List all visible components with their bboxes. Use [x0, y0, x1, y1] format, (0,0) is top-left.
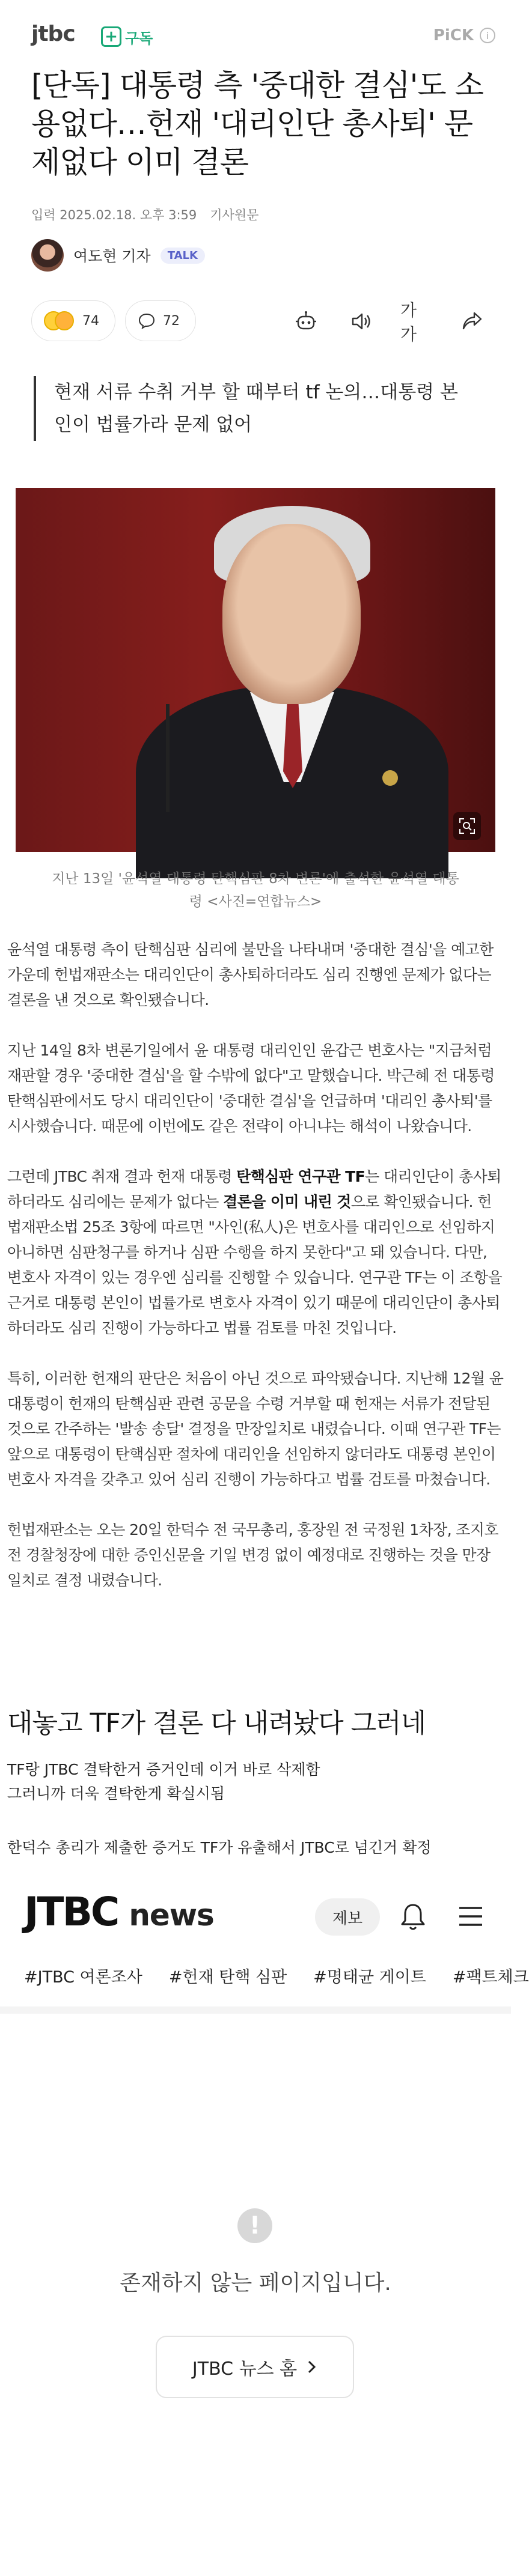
logo-jtbc: JTBC — [24, 1889, 118, 1935]
zoom-icon — [458, 817, 476, 835]
user-comment-line: TF랑 JTBC 결탁한거 증거인데 이거 바로 삭제함 — [7, 1761, 320, 1778]
logo-news: news — [129, 1898, 214, 1933]
font-size-button[interactable] — [400, 300, 433, 344]
article-paragraph: 헌법재판소는 오는 20일 한덕수 전 국무총리, 홍장원 전 국정원 1차장, 조지호 전 경찰청장에 대한 증인신문을 기일 변경 없이 예정대로 진행하는 것을 만장일치로 결정 내렸습니다. — [7, 1521, 499, 1589]
bell-icon — [399, 1902, 427, 1932]
user-comment-line: 그러니까 더욱 결탁한게 확실시됨 — [7, 1785, 225, 1802]
avatar[interactable] — [31, 239, 64, 272]
chevron-right-icon — [305, 2359, 317, 2375]
error-icon: ! — [237, 2208, 272, 2243]
article-header — [0, 0, 511, 76]
subscribe-label: 구독 — [125, 29, 153, 47]
user-comment-line: 한덕수 총리가 제출한 증거도 TF가 유출해서 JTBC로 넘긴거 확정 — [7, 1839, 432, 1856]
photo-caption: 지난 13일 '윤석열 대통령 탄핵심판 8차 변론'에 출석한 윤석열 대통령 <사진=연합뉴스> — [52, 871, 459, 910]
font-size-label: 가가 — [400, 300, 417, 344]
ai-robot-icon — [294, 309, 318, 333]
zoom-button[interactable] — [453, 812, 481, 840]
reaction-emoji-icon — [44, 309, 75, 333]
author-row — [31, 239, 205, 272]
article-paragraph: 그런데 JTBC 취재 결과 헌재 대통령 탄핵심판 연구관 TF는 대리인단이 총사퇴하더라도 심리에는 문제가 없다는 결론을 이미 내린 것으로 확인됐습니다. 헌법재판소법 25조 3항에 따르면 "사인(私人)은 변호사를 대리인으로 선임하지 아니하면 심판청구를 하거나 심판 수행을 하지 못한다"고 돼 있습니다. 다만, 변호사 자격이 있는 경우엔 심리를 진행할 수 있습니다. 연구관 TF는 이 조항을 근거로 대통령 본인이 법률가로 변호사 자격이 있기 때문에 대리인단이 총사퇴하더라도 심리 진행이 가능하다고 법률 검토를 마친 것입니다. — [7, 1168, 503, 1337]
pick-badge[interactable] — [433, 26, 495, 44]
jtbc-logo[interactable]: jtbc — [31, 22, 75, 46]
speaker-icon — [349, 309, 373, 333]
article-paragraph: 지난 14일 8차 변론기일에서 윤 대통령 대리인인 윤갑근 변호사는 "지금처럼 재판할 경우 '중대한 결심'을 할 수밖에 없다"고 말했습니다. 박근혜 전 대통령 탄핵심판에서도 당시 대리인단이 '중대한 결심'을 언급하며 '대리인 총사퇴'를 시사했습니다. 때문에 이번에도 같은 전략이 아니냐는 해석이 나왔습니다. — [7, 1042, 495, 1135]
pick-label: PiCK — [433, 26, 474, 44]
article-paragraph: 특히, 이러한 헌재의 판단은 처음이 아닌 것으로 파악됐습니다. 지난해 12월 윤 대통령이 헌재의 탄핵심판 관련 공문을 수령 거부할 때 헌재는 서류가 전달된 것으로 간주하는 '발송 송달' 결정을 만장일치로 내렸습니다. 이때 연구관 TF는 앞으로 대통령이 탄핵심판 절차에 대리인을 선임하지 않더라도 대통령 본인이 변호사 자격을 갖추고 있어 심리 진행이 가능하다고 법률 검토를 마쳤습니다. — [7, 1370, 504, 1488]
article-title: [단독] 대통령 측 '중대한 결심'도 소용없다…헌재 '대리인단 총사퇴' 문제없다 이미 결론 — [31, 68, 483, 180]
original-link[interactable]: 기사원문 — [210, 208, 259, 222]
comment-count: 72 — [163, 313, 180, 329]
menu-button[interactable] — [457, 1904, 485, 1931]
jtbc-news-logo[interactable] — [24, 1889, 214, 1935]
share-button[interactable] — [456, 305, 488, 338]
home-button-label: JTBC 뉴스 홈 — [192, 2359, 298, 2380]
bold-phrase: 결론을 이미 내린 것 — [223, 1193, 351, 1211]
article-tools — [290, 300, 488, 344]
ai-summary-button[interactable] — [290, 305, 322, 338]
reaction-button[interactable] — [31, 300, 115, 341]
hashtag-link[interactable]: #헌재 탄핵 심판 — [168, 1967, 287, 1987]
tts-button[interactable] — [345, 305, 378, 338]
hashtag-link[interactable]: #팩트체크 — [452, 1967, 529, 1987]
article-body — [7, 937, 504, 1618]
comment-button[interactable] — [125, 300, 196, 341]
comment-icon — [138, 312, 156, 330]
subscribe-button[interactable] — [101, 25, 153, 48]
reaction-bar — [31, 297, 488, 345]
hashtag-link[interactable]: #JTBC 여론조사 — [24, 1967, 142, 1987]
info-icon[interactable]: i — [480, 28, 495, 43]
plus-icon: + — [101, 26, 121, 47]
hashtag-link[interactable]: #명태균 게이트 — [313, 1967, 426, 1987]
news-home-button[interactable] — [156, 2336, 354, 2398]
author-name[interactable]: 여도현 기자 — [73, 248, 151, 265]
user-comment-body — [7, 1758, 320, 1806]
section-divider — [0, 2006, 511, 2014]
hashtag-bar — [0, 1951, 529, 1999]
menu-icon — [457, 1904, 485, 1928]
bold-phrase: 탄핵심판 연구관 TF — [236, 1168, 365, 1185]
input-time: 입력 2025.02.18. 오후 3:59 — [31, 208, 197, 222]
notification-button[interactable] — [399, 1902, 427, 1934]
report-button[interactable]: 제보 — [315, 1898, 380, 1936]
article-subhead: 현재 서류 수취 거부 할 때부터 tf 논의…대통령 본인이 법률가라 문제 없어 — [34, 376, 472, 441]
article-meta — [31, 205, 258, 223]
user-comment-headline: 대놓고 TF가 결론 다 내려놨다 그러네 — [7, 1708, 426, 1739]
article-paragraph: 윤석열 대통령 측이 탄핵심판 심리에 불만을 나타내며 '중대한 결심'을 예고한 가운데 헌법재판소는 대리인단이 총사퇴하더라도 심리 진행엔 문제가 없다는 결론을 낸 것으로 확인됐습니다. — [7, 941, 494, 1009]
error-message: 존재하지 않는 페이지입니다. — [120, 2271, 391, 2295]
talk-badge[interactable]: TALK — [161, 248, 205, 264]
reaction-count: 74 — [82, 313, 99, 329]
article-photo[interactable] — [16, 488, 495, 852]
share-icon — [460, 309, 484, 333]
